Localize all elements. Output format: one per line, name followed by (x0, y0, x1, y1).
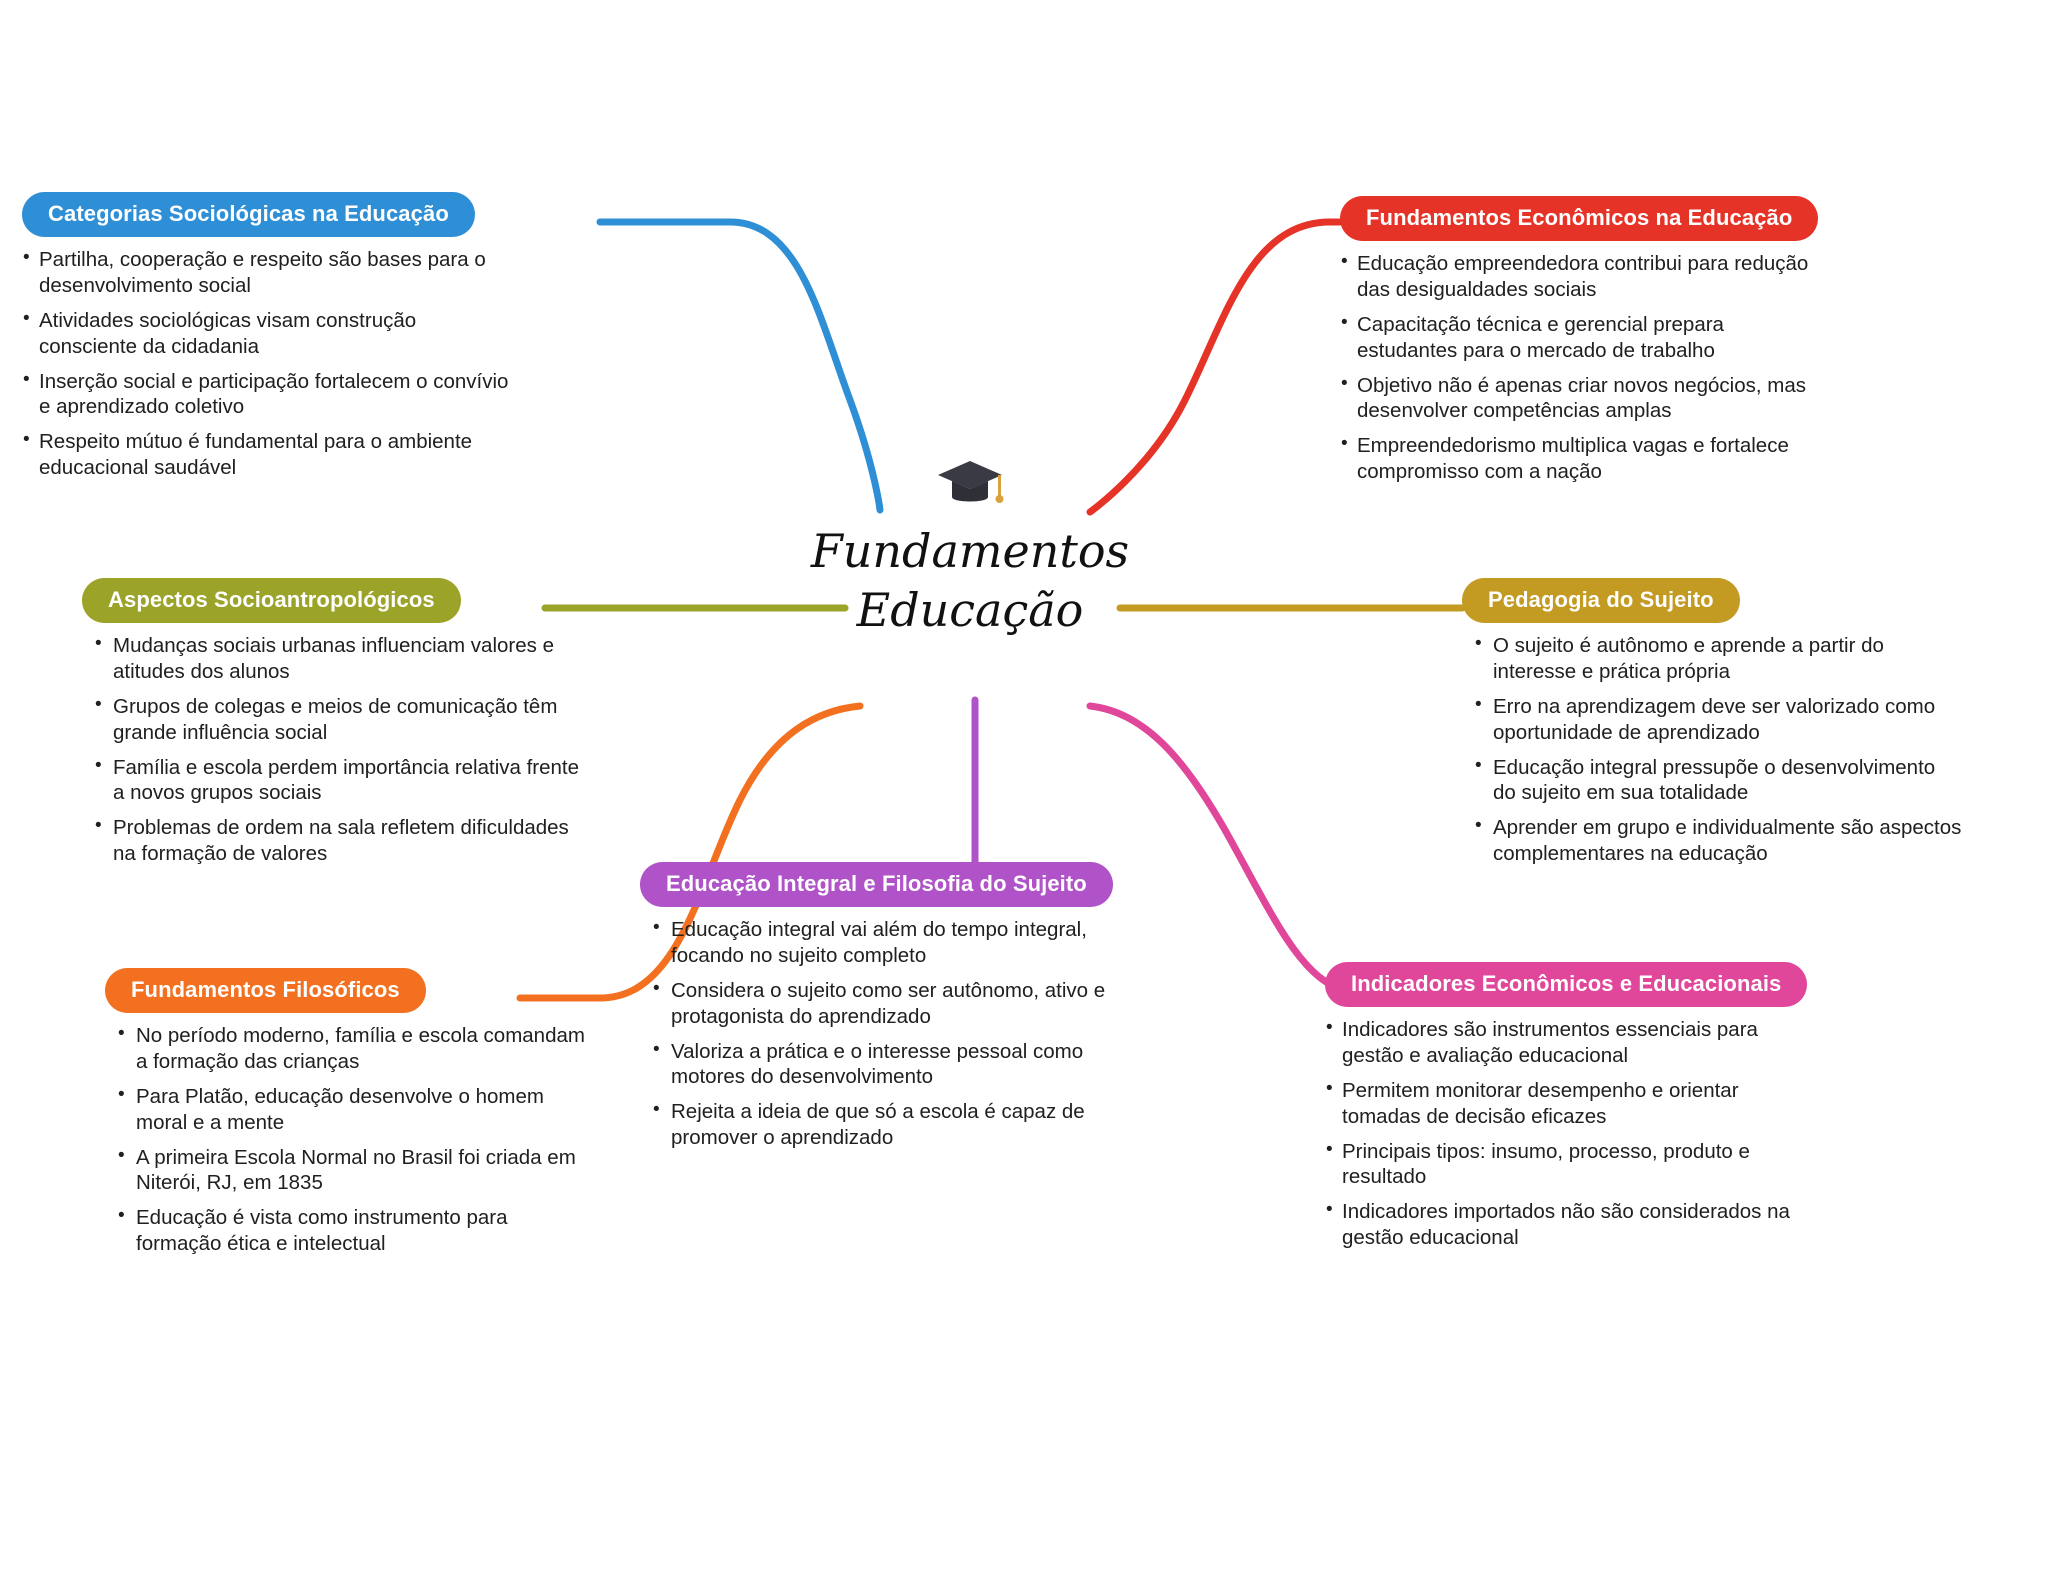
branch-aspectos-socioantropologicos[interactable] (82, 578, 582, 876)
list-item: • Objetivo não é apenas criar novos negócios, mas desenvolver competências amplas (1340, 373, 1827, 425)
list-item: • Respeito mútuo é fundamental para o ambiente educacional saudável (22, 429, 509, 481)
center-node (760, 455, 1180, 640)
list-item: • Considera o sujeito como ser autônomo, ativo e protagonista do aprendizado (652, 978, 1141, 1030)
list-item: • Para Platão, educação desenvolve o homem moral e a mente (117, 1084, 585, 1136)
branch-title-sociologicas[interactable]: Categorias Sociológicas na Educação (22, 192, 475, 237)
branch-indicadores-economicos-educacionais[interactable] (1325, 962, 1975, 1260)
list-item: • Aprender em grupo e individualmente são aspectos complementares na educação (1474, 815, 1963, 867)
list-item: • Educação empreendedora contribui para redução das desigualdades sociais (1340, 251, 1827, 303)
center-title-line1: Fundamentos (810, 524, 1130, 578)
list-item: • Educação integral vai além do tempo integral, focando no sujeito completo (652, 917, 1141, 969)
list-item: • Atividades sociológicas visam construção consciente da cidadania (22, 308, 509, 360)
list-item: • Indicadores importados não são considerados na gestão educacional (1325, 1199, 1812, 1251)
list-item: • Educação integral pressupõe o desenvolvimento do sujeito em sua totalidade (1474, 755, 1963, 807)
branch-fundamentos-filosoficos[interactable] (105, 968, 585, 1266)
branch-educacao-integral[interactable] (640, 862, 1320, 1160)
branch-fundamentos-economicos[interactable] (1340, 196, 1960, 494)
branch-items-socioantro (94, 633, 582, 867)
list-item: • Indicadores são instrumentos essenciais para gestão e avaliação educacional (1325, 1017, 1812, 1069)
list-item: • A primeira Escola Normal no Brasil foi criada em Niterói, RJ, em 1835 (117, 1145, 585, 1197)
branch-pedagogia-do-sujeito[interactable] (1462, 578, 1982, 876)
list-item: • Problemas de ordem na sala refletem dificuldades na formação de valores (94, 815, 582, 867)
list-item: • Empreendedorismo multiplica vagas e fortalece compromisso com a nação (1340, 433, 1827, 485)
list-item: • No período moderno, família e escola comandam a formação das crianças (117, 1023, 585, 1075)
list-item: • Educação é vista como instrumento para formação ética e intelectual (117, 1205, 585, 1257)
branch-items-integral (652, 917, 1320, 1151)
branch-items-filosoficos (117, 1023, 585, 1257)
list-item: • Mudanças sociais urbanas influenciam valores e atitudes dos alunos (94, 633, 582, 685)
branch-title-indicadores[interactable]: Indicadores Econômicos e Educacionais (1325, 962, 1807, 1007)
list-item: • Capacitação técnica e gerencial prepara estudantes para o mercado de trabalho (1340, 312, 1827, 364)
list-item: • Valoriza a prática e o interesse pessoal como motores do desenvolvimento (652, 1039, 1141, 1091)
branch-items-pedagogia (1474, 633, 1982, 867)
branch-items-indicadores (1325, 1017, 1975, 1251)
list-item: • Grupos de colegas e meios de comunicação têm grande influência social (94, 694, 582, 746)
list-item: • Erro na aprendizagem deve ser valorizado como oportunidade de aprendizado (1474, 694, 1963, 746)
list-item: • Família e escola perdem importância relativa frente a novos grupos sociais (94, 755, 582, 807)
list-item: • Rejeita a ideia de que só a escola é capaz de promover o aprendizado (652, 1099, 1141, 1151)
branch-categorias-sociologicas[interactable] (22, 192, 522, 490)
list-item: • Principais tipos: insumo, processo, produto e resultado (1325, 1139, 1812, 1191)
branch-items-sociologicas (22, 247, 522, 481)
branch-title-socioantro[interactable]: Aspectos Socioantropológicos (82, 578, 461, 623)
list-item: • O sujeito é autônomo e aprende a partir do interesse e prática própria (1474, 633, 1963, 685)
list-item: • Permitem monitorar desempenho e orientar tomadas de decisão eficazes (1325, 1078, 1812, 1130)
branch-title-filosoficos[interactable]: Fundamentos Filosóficos (105, 968, 426, 1013)
branch-title-economicos[interactable]: Fundamentos Econômicos na Educação (1340, 196, 1818, 241)
list-item: • Partilha, cooperação e respeito são bases para o desenvolvimento social (22, 247, 509, 299)
branch-title-pedagogia[interactable]: Pedagogia do Sujeito (1462, 578, 1740, 623)
list-item: • Inserção social e participação fortalecem o convívio e aprendizado coletivo (22, 369, 509, 421)
center-title-line2: Educação (856, 582, 1084, 637)
graduation-cap-icon (760, 455, 1180, 524)
branch-items-economicos (1340, 251, 1960, 485)
branch-title-integral[interactable]: Educação Integral e Filosofia do Sujeito (640, 862, 1113, 907)
